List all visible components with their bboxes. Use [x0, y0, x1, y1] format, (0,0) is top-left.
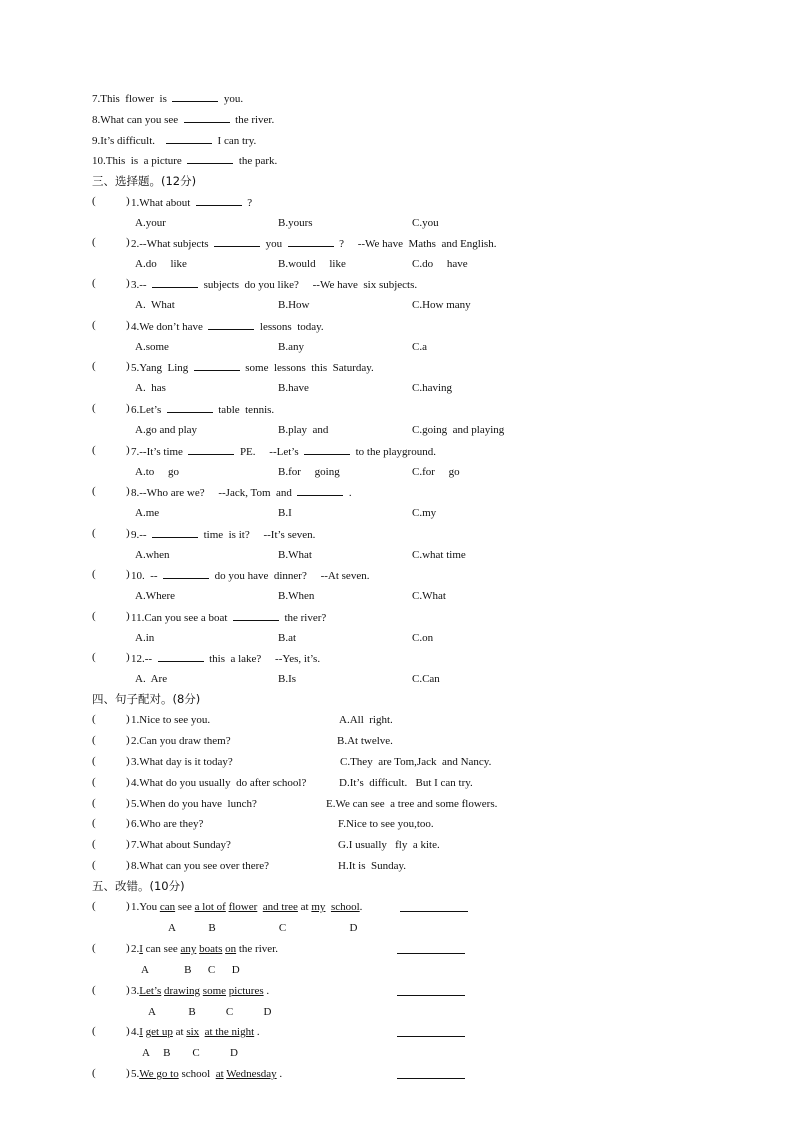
bracket-open [92, 568, 96, 580]
underlined-part[interactable]: at the night [204, 1026, 255, 1038]
question-text: to the playground. [355, 446, 436, 458]
answer-blank[interactable] [152, 277, 198, 288]
option-c[interactable]: C.a [412, 341, 427, 353]
option-a[interactable]: A.when [135, 549, 170, 561]
bracket-open-text: ( [92, 755, 96, 767]
sentence-text: . [359, 901, 363, 913]
bracket-open-text: ( [92, 942, 96, 954]
correction-answer-line[interactable] [397, 953, 465, 954]
underlined-part[interactable]: school [330, 901, 360, 913]
option-b[interactable]: B.have [278, 382, 309, 394]
bracket-close [126, 485, 130, 497]
answer-blank[interactable] [297, 485, 343, 496]
bracket-close-text: ) [126, 984, 130, 996]
option-a[interactable]: A. Are [135, 673, 168, 685]
option-a[interactable]: A.Where [135, 590, 176, 602]
bracket-close [126, 900, 130, 912]
question-text: ? [247, 197, 253, 209]
part-letters: A B C D [141, 964, 240, 976]
option-c[interactable]: C.on [412, 632, 434, 644]
option-c[interactable]: C.for go [412, 466, 460, 478]
match-question: 3.What day is it today? [131, 756, 233, 768]
bracket-close [126, 1025, 130, 1037]
answer-slot[interactable] [100, 236, 124, 250]
bracket-open [92, 755, 96, 767]
sentence-text: school [178, 1068, 216, 1080]
answer-slot[interactable] [100, 360, 124, 374]
answer-slot[interactable] [100, 610, 124, 624]
bracket-close [126, 319, 130, 331]
bracket-open [92, 838, 96, 850]
answer-slot[interactable] [100, 797, 124, 811]
item-number: 2. [131, 943, 140, 955]
option-c[interactable]: C.Can [412, 673, 440, 685]
correction-sentence [131, 1025, 260, 1039]
bracket-open [92, 319, 96, 331]
underlined-part[interactable]: Wednesday [226, 1068, 277, 1080]
answer-slot[interactable] [100, 1067, 124, 1081]
question-text: some lessons this Saturday. [245, 362, 374, 374]
bracket-close-text: ) [126, 360, 130, 372]
correction-sentence [131, 900, 362, 914]
question-text: you [265, 238, 283, 250]
sentence-text: . [263, 985, 270, 997]
bracket-open [92, 610, 96, 622]
answer-slot[interactable] [100, 195, 124, 209]
option-c[interactable]: C.my [412, 507, 437, 519]
correction-answer-line[interactable] [400, 911, 468, 912]
bracket-close-text: ) [126, 236, 130, 248]
answer-blank[interactable] [184, 112, 230, 123]
sentence-text: You [139, 901, 160, 913]
correction-answer-line[interactable] [397, 1036, 465, 1037]
item-number: 4. [131, 1026, 140, 1038]
bracket-close [126, 942, 130, 954]
bracket-close [126, 734, 130, 746]
answer-blank[interactable] [166, 133, 212, 144]
bracket-close [126, 859, 130, 871]
sentence-text: see [175, 901, 195, 913]
option-a[interactable]: A. has [135, 382, 166, 394]
option-c[interactable]: C.How many [412, 299, 471, 311]
bracket-open [92, 900, 96, 912]
bracket-open [92, 817, 96, 829]
answer-slot[interactable] [100, 713, 124, 727]
answer-slot[interactable] [100, 527, 124, 541]
underlined-part[interactable]: We go to [139, 1068, 179, 1080]
answer-slot[interactable] [100, 485, 124, 499]
question-text: 10. -- [131, 570, 158, 582]
fill-text: 10.This is a picture [92, 155, 182, 167]
bracket-close-text: ) [126, 817, 130, 829]
bracket-close [126, 610, 130, 622]
bracket-close-text: ) [126, 838, 130, 850]
match-answer[interactable]: H.It is Sunday. [338, 860, 407, 872]
bracket-open-text: ( [92, 797, 96, 809]
fill-text: you. [223, 93, 244, 105]
choice-question [131, 402, 274, 416]
match-question: 7.What about Sunday? [131, 839, 231, 851]
question-text: 12.-- [131, 653, 153, 665]
option-a[interactable]: A.some [135, 341, 169, 353]
bracket-open [92, 942, 96, 954]
bracket-close [126, 713, 130, 725]
choice-question [131, 444, 436, 458]
bracket-open [92, 236, 96, 248]
bracket-open-text: ( [92, 1025, 96, 1037]
sentence-text: can see [142, 943, 181, 955]
option-a[interactable]: A.in [135, 632, 155, 644]
answer-blank[interactable] [163, 568, 209, 579]
bracket-close-text: ) [126, 485, 130, 497]
underlined-part[interactable]: any [180, 943, 197, 955]
answer-slot[interactable] [100, 444, 124, 458]
choice-question [131, 610, 326, 624]
bracket-close [126, 776, 130, 788]
fill-text: 8.What can you see [92, 114, 179, 126]
answer-blank[interactable] [188, 444, 234, 455]
bracket-open-text: ( [92, 900, 96, 912]
bracket-open [92, 984, 96, 996]
bracket-open [92, 1025, 96, 1037]
correction-sentence [131, 984, 269, 998]
answer-slot[interactable] [100, 859, 124, 873]
bracket-close-text: ) [126, 444, 130, 456]
match-question: 1.Nice to see you. [131, 714, 211, 726]
underlined-part[interactable]: my [311, 901, 326, 913]
item-number: 5. [131, 1068, 140, 1080]
choice-question [131, 568, 369, 582]
section-title-choice: 三、选择题。(12分) [92, 174, 197, 188]
part-letters: A B C D [148, 1006, 272, 1018]
bracket-open [92, 444, 96, 456]
option-b[interactable]: B.at [278, 632, 297, 644]
option-c[interactable]: C.having [412, 382, 453, 394]
match-answer[interactable]: B.At twelve. [337, 735, 393, 747]
bracket-close-text: ) [126, 277, 130, 289]
question-text: . [348, 487, 352, 499]
bracket-close [126, 797, 130, 809]
sentence-text: at [297, 901, 312, 913]
question-text: ? --We have Maths and English. [339, 238, 497, 250]
match-answer[interactable]: C.They are Tom,Jack and Nancy. [340, 756, 492, 768]
choice-question [131, 651, 320, 665]
bracket-open-text: ( [92, 527, 96, 539]
fill-item-9 [92, 133, 256, 147]
underlined-part[interactable]: at [215, 1068, 224, 1080]
answer-blank[interactable] [233, 610, 279, 621]
sentence-text: the river. [236, 943, 278, 955]
bracket-close-text: ) [126, 319, 130, 331]
bracket-open [92, 776, 96, 788]
answer-blank[interactable] [304, 444, 350, 455]
question-text: 2.--What subjects [131, 238, 209, 250]
question-text: time is it? --It’s seven. [203, 529, 316, 541]
question-text: do you have dinner? --At seven. [214, 570, 370, 582]
bracket-close [126, 444, 130, 456]
option-b[interactable]: B.yours [278, 217, 313, 229]
question-text: 8.--Who are we? --Jack, Tom and [131, 487, 292, 499]
bracket-open [92, 859, 96, 871]
correction-answer-line[interactable] [397, 995, 465, 996]
underlined-part[interactable]: get up [145, 1026, 173, 1038]
answer-slot[interactable] [100, 984, 124, 998]
choice-question [131, 485, 352, 499]
bracket-open-text: ( [92, 610, 96, 622]
answer-blank[interactable] [214, 236, 260, 247]
bracket-open-text: ( [92, 485, 96, 497]
fill-text: the park. [238, 155, 278, 167]
underlined-part[interactable]: Let’s [139, 985, 162, 997]
answer-blank[interactable] [158, 651, 204, 662]
bracket-open-text: ( [92, 319, 96, 331]
match-question: 6.Who are they? [131, 818, 204, 830]
answer-slot[interactable] [100, 651, 124, 665]
answer-slot[interactable] [100, 319, 124, 333]
correction-sentence [131, 942, 278, 956]
bracket-open-text: ( [92, 402, 96, 414]
choice-question [131, 319, 324, 333]
sentence-text: . [276, 1068, 283, 1080]
underlined-part[interactable]: and tree [262, 901, 298, 913]
choice-question [131, 277, 417, 291]
option-c[interactable]: C.do have [412, 258, 468, 270]
bracket-close [126, 236, 130, 248]
bracket-close [126, 568, 130, 580]
bracket-open-text: ( [92, 1067, 96, 1079]
answer-slot[interactable] [100, 838, 124, 852]
match-question: 8.What can you see over there? [131, 860, 270, 872]
bracket-open [92, 527, 96, 539]
bracket-close [126, 402, 130, 414]
question-text: table tennis. [218, 404, 275, 416]
fill-item-10 [92, 153, 277, 167]
option-c[interactable]: C.going and playing [412, 424, 505, 436]
bracket-open-text: ( [92, 651, 96, 663]
bracket-close [126, 195, 130, 207]
option-b[interactable]: B.any [278, 341, 304, 353]
item-number: 1. [131, 901, 140, 913]
question-text: 11.Can you see a boat [131, 612, 228, 624]
answer-blank[interactable] [208, 319, 254, 330]
bracket-close-text: ) [126, 942, 130, 954]
fill-item-7 [92, 91, 243, 105]
bracket-open-text: ( [92, 236, 96, 248]
question-text: 4.We don’t have [131, 321, 203, 333]
bracket-close-text: ) [126, 900, 130, 912]
bracket-open-text: ( [92, 568, 96, 580]
option-c[interactable]: C.what time [412, 549, 466, 561]
bracket-close-text: ) [126, 713, 130, 725]
match-question: 5.When do you have lunch? [131, 798, 257, 810]
bracket-close [126, 527, 130, 539]
question-text: 5.Yang Ling [131, 362, 189, 374]
answer-slot[interactable] [100, 900, 124, 914]
bracket-close [126, 360, 130, 372]
answer-slot[interactable] [100, 402, 124, 416]
option-b[interactable]: B.for going [278, 466, 340, 478]
option-c[interactable]: C.you [412, 217, 439, 229]
bracket-close [126, 817, 130, 829]
option-b[interactable]: B.I [278, 507, 292, 519]
answer-blank[interactable] [172, 91, 218, 102]
match-question: 4.What do you usually do after school? [131, 777, 307, 789]
bracket-open-text: ( [92, 277, 96, 289]
choice-question [131, 236, 496, 250]
bracket-close [126, 755, 130, 767]
match-answer[interactable]: F.Nice to see you,too. [338, 818, 434, 830]
answer-slot[interactable] [100, 776, 124, 790]
item-number: 3. [131, 985, 140, 997]
bracket-open [92, 195, 96, 207]
bracket-open-text: ( [92, 838, 96, 850]
question-text: PE. --Let’s [239, 446, 299, 458]
bracket-close [126, 984, 130, 996]
bracket-open-text: ( [92, 984, 96, 996]
answer-slot[interactable] [100, 817, 124, 831]
answer-slot[interactable] [100, 755, 124, 769]
choice-question [131, 360, 374, 374]
choice-question [131, 527, 315, 541]
sentence-text: at [172, 1026, 187, 1038]
question-text: 3.-- [131, 279, 147, 291]
option-c[interactable]: C.What [412, 590, 446, 602]
bracket-open-text: ( [92, 859, 96, 871]
answer-slot[interactable] [100, 568, 124, 582]
bracket-close [126, 651, 130, 663]
underlined-part[interactable]: drawing [164, 985, 201, 997]
bracket-open [92, 1067, 96, 1079]
question-text: 6.Let’s [131, 404, 162, 416]
option-a[interactable]: A. What [135, 299, 175, 311]
answer-blank[interactable] [288, 236, 334, 247]
bracket-close-text: ) [126, 776, 130, 788]
answer-slot[interactable] [100, 942, 124, 956]
choice-question [131, 195, 252, 209]
fill-text: 7.This flower is [92, 93, 167, 105]
fill-text: 9.It’s difficult. [92, 135, 156, 147]
underlined-part[interactable]: six [186, 1026, 200, 1038]
bracket-open [92, 651, 96, 663]
underlined-part[interactable]: I [139, 1026, 143, 1038]
match-question: 2.Can you draw them? [131, 735, 231, 747]
answer-slot[interactable] [100, 277, 124, 291]
bracket-close [126, 277, 130, 289]
bracket-open-text: ( [92, 776, 96, 788]
underlined-part[interactable]: a lot of [194, 901, 226, 913]
option-b[interactable]: B.Is [278, 673, 297, 685]
bracket-open-text: ( [92, 817, 96, 829]
option-a[interactable]: A.do like [135, 258, 187, 270]
option-a[interactable]: A.go and play [135, 424, 198, 436]
answer-blank[interactable] [196, 195, 242, 206]
fill-text: I can try. [217, 135, 257, 147]
answer-blank[interactable] [152, 527, 198, 538]
bracket-open-text: ( [92, 713, 96, 725]
option-b[interactable]: B.play and [278, 424, 329, 436]
bracket-close-text: ) [126, 651, 130, 663]
option-b[interactable]: B.When [278, 590, 315, 602]
answer-slot[interactable] [100, 734, 124, 748]
fill-item-8 [92, 112, 274, 126]
bracket-close [126, 838, 130, 850]
bracket-open [92, 485, 96, 497]
bracket-open-text: ( [92, 195, 96, 207]
match-answer[interactable]: D.It’s difficult. But I can try. [339, 777, 473, 789]
underlined-part[interactable]: pictures [228, 985, 264, 997]
question-text: the river? [284, 612, 327, 624]
part-letters: A B C D [168, 922, 358, 934]
bracket-open [92, 734, 96, 746]
option-b[interactable]: B.would like [278, 258, 346, 270]
part-letters: A B C D [142, 1047, 238, 1059]
bracket-open [92, 277, 96, 289]
option-b[interactable]: B.How [278, 299, 310, 311]
underlined-part[interactable]: on [225, 943, 237, 955]
answer-slot[interactable] [100, 1025, 124, 1039]
bracket-open-text: ( [92, 734, 96, 746]
bracket-open-text: ( [92, 444, 96, 456]
question-text: 1.What about [131, 197, 191, 209]
bracket-close-text: ) [126, 797, 130, 809]
question-text: 7.--It’s time [131, 446, 183, 458]
fill-text: the river. [235, 114, 275, 126]
question-text: lessons today. [259, 321, 324, 333]
option-b[interactable]: B.What [278, 549, 312, 561]
bracket-open [92, 797, 96, 809]
section-title-correct: 五、改错。(10分) [92, 879, 185, 893]
correction-answer-line[interactable] [397, 1078, 465, 1079]
match-answer[interactable]: E.We can see a tree and some flowers. [326, 798, 498, 810]
bracket-open [92, 713, 96, 725]
sentence-text: . [254, 1026, 260, 1038]
bracket-close-text: ) [126, 568, 130, 580]
correction-sentence [131, 1067, 282, 1081]
underlined-part[interactable]: some [202, 985, 227, 997]
bracket-open-text: ( [92, 360, 96, 372]
bracket-close-text: ) [126, 195, 130, 207]
option-a[interactable]: A.to go [135, 466, 179, 478]
bracket-open [92, 360, 96, 372]
bracket-close-text: ) [126, 402, 130, 414]
match-answer[interactable]: G.I usually fly a kite. [338, 839, 440, 851]
bracket-close [126, 1067, 130, 1079]
answer-blank[interactable] [167, 402, 213, 413]
option-a[interactable]: A.me [135, 507, 160, 519]
question-text: this a lake? --Yes, it’s. [209, 653, 321, 665]
underlined-part[interactable]: can [159, 901, 176, 913]
bracket-close-text: ) [126, 1067, 130, 1079]
bracket-close-text: ) [126, 734, 130, 746]
question-text: subjects do you like? --We have six subjects. [203, 279, 418, 291]
bracket-open [92, 402, 96, 414]
bracket-close-text: ) [126, 610, 130, 622]
underlined-part[interactable]: flower [228, 901, 258, 913]
underlined-part[interactable]: boats [199, 943, 223, 955]
section-title-match: 四、句子配对。(8分) [92, 692, 201, 706]
bracket-close-text: ) [126, 755, 130, 767]
question-text: 9.-- [131, 529, 147, 541]
bracket-close-text: ) [126, 527, 130, 539]
bracket-close-text: ) [126, 859, 130, 871]
option-a[interactable]: A.your [135, 217, 166, 229]
match-answer[interactable]: A.All right. [339, 714, 393, 726]
bracket-close-text: ) [126, 1025, 130, 1037]
underlined-part[interactable]: I [139, 943, 143, 955]
answer-blank[interactable] [194, 360, 240, 371]
answer-blank[interactable] [187, 153, 233, 164]
